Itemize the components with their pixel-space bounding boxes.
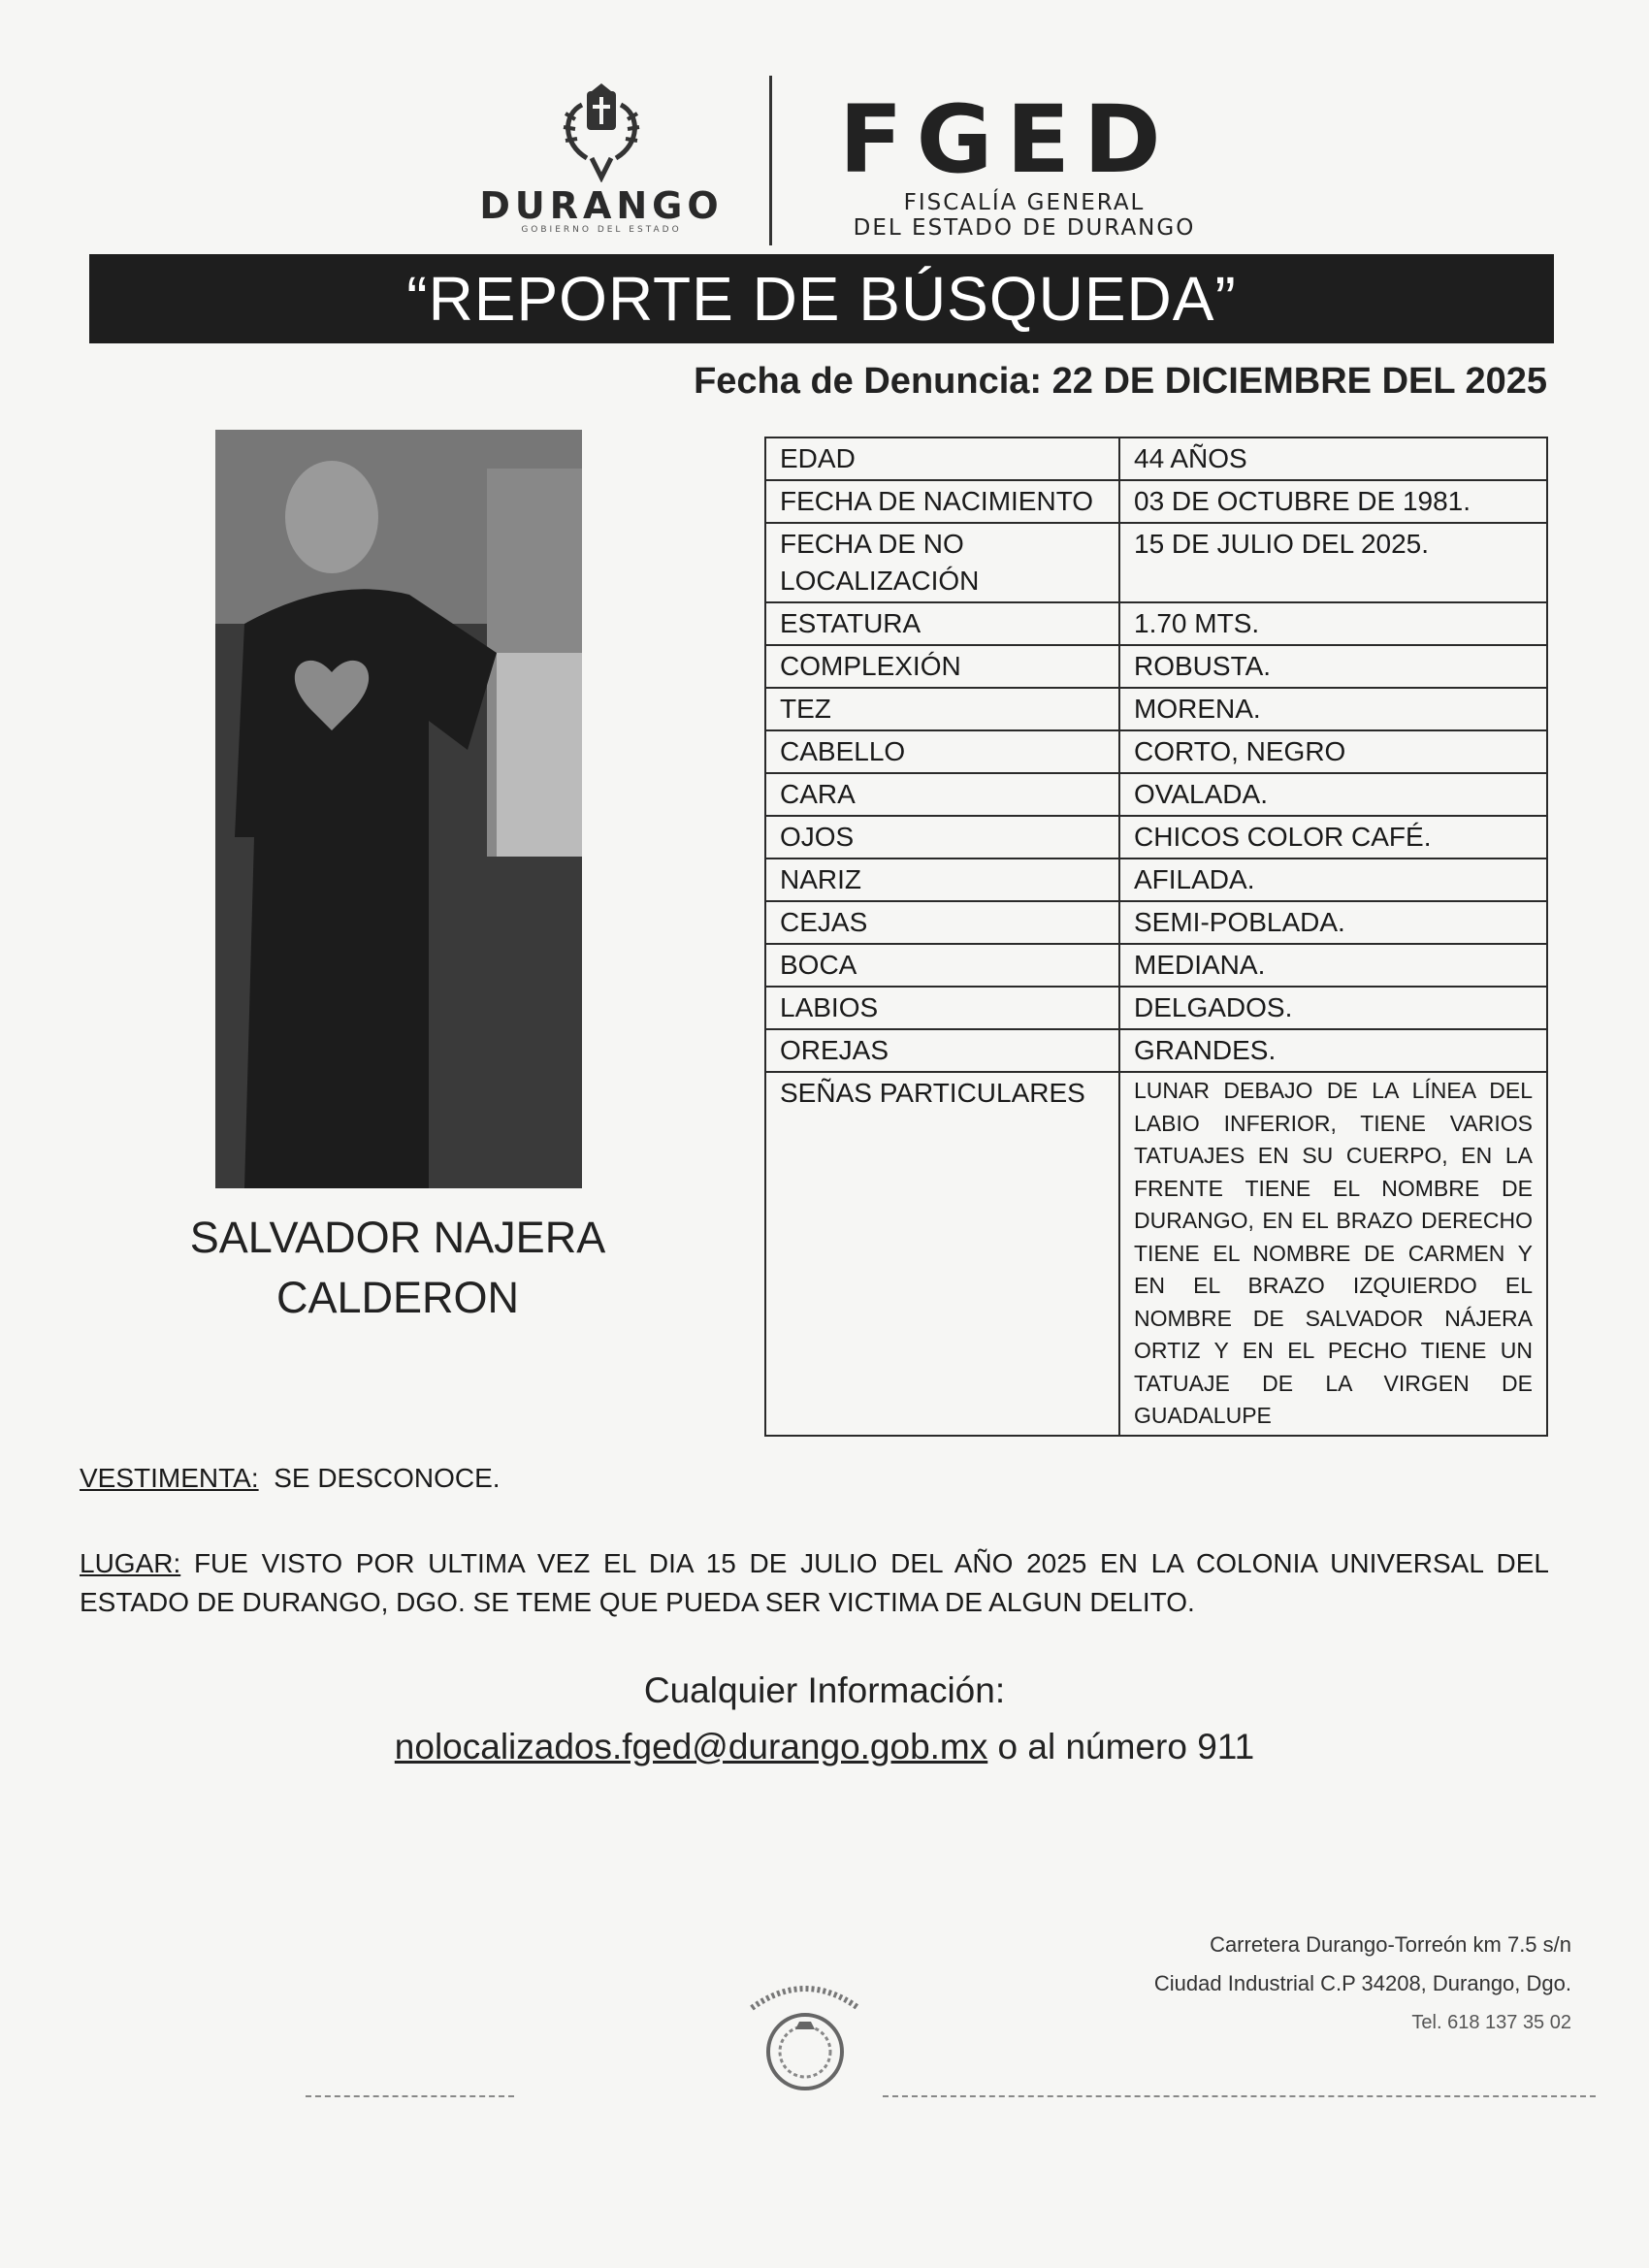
fged-logo-text: FGED xyxy=(839,85,1175,194)
attr-value: MEDIANA. xyxy=(1119,944,1547,987)
attr-label: OREJAS xyxy=(765,1029,1119,1072)
table-row xyxy=(765,901,1547,944)
place-label: LUGAR: xyxy=(80,1548,181,1578)
durango-wordmark: DURANGO xyxy=(479,184,724,227)
agency-name-line1: FISCALÍA GENERAL xyxy=(903,190,1146,215)
person-name-line1: SALVADOR NAJERA xyxy=(189,1213,606,1262)
attr-value: SEMI-POBLADA. xyxy=(1119,901,1547,944)
attr-label: FECHA DE NACIMIENTO xyxy=(765,480,1119,523)
attr-value: DELGADOS. xyxy=(1119,987,1547,1029)
report-title: “REPORTE DE BÚSQUEDA” xyxy=(89,254,1554,343)
table-row xyxy=(765,523,1547,602)
attr-value: CHICOS COLOR CAFÉ. xyxy=(1119,816,1547,859)
table-row xyxy=(765,480,1547,523)
attr-value: AFILADA. xyxy=(1119,859,1547,901)
person-name-line2: CALDERON xyxy=(275,1273,520,1322)
attr-label: BOCA xyxy=(765,944,1119,987)
footer-divider xyxy=(883,2095,1596,2097)
attr-label: LABIOS xyxy=(765,987,1119,1029)
attr-label: COMPLEXIÓN xyxy=(765,645,1119,688)
attr-value: 1.70 MTS. xyxy=(1119,602,1547,645)
table-row xyxy=(765,730,1547,773)
complaint-date xyxy=(601,361,1547,403)
complaint-date-value: 22 DE DICIEMBRE DEL 2025 xyxy=(1051,361,1547,402)
table-row xyxy=(765,602,1547,645)
address-line2: Ciudad Industrial C.P 34208, Durango, Dgo. xyxy=(1153,1971,1571,1995)
clothing-value: SE DESCONOCE. xyxy=(274,1463,501,1493)
header-divider xyxy=(769,76,772,245)
attr-label: EDAD xyxy=(765,437,1119,480)
footer-address xyxy=(1048,1926,1571,2042)
attr-value: ROBUSTA. xyxy=(1119,645,1547,688)
attr-label: ESTATURA xyxy=(765,602,1119,645)
attr-value: MORENA. xyxy=(1119,688,1547,730)
footer-divider xyxy=(306,2095,514,2097)
table-row xyxy=(765,987,1547,1029)
attr-label: CARA xyxy=(765,773,1119,816)
address-line1: Carretera Durango-Torreón km 7.5 s/n xyxy=(1210,1932,1571,1957)
table-row xyxy=(765,816,1547,859)
table-row xyxy=(765,859,1547,901)
table-row xyxy=(765,944,1547,987)
contact-line xyxy=(0,1727,1649,1767)
person-silhouette-icon xyxy=(215,430,582,1188)
table-row xyxy=(765,1072,1547,1436)
footer-seal-icon xyxy=(732,1969,878,2095)
agency-name-line2: DEL ESTADO DE DURANGO xyxy=(853,215,1196,241)
attr-label: CEJAS xyxy=(765,901,1119,944)
attr-value: 15 DE JULIO DEL 2025. xyxy=(1119,523,1547,602)
durango-state-logo xyxy=(456,76,747,241)
attr-label: TEZ xyxy=(765,688,1119,730)
attr-label: NARIZ xyxy=(765,859,1119,901)
attr-label: CABELLO xyxy=(765,730,1119,773)
attr-label: FECHA DE NO LOCALIZACIÓN xyxy=(765,523,1119,602)
attr-value: 03 DE OCTUBRE DE 1981. xyxy=(1119,480,1547,523)
table-row xyxy=(765,645,1547,688)
table-row xyxy=(765,437,1547,480)
contact-email-link[interactable]: nolocalizados.fged@durango.gob.mx xyxy=(394,1727,988,1766)
attr-label: OJOS xyxy=(765,816,1119,859)
table-row xyxy=(765,1029,1547,1072)
footer-phone: Tel. 618 137 35 02 xyxy=(1411,2012,1571,2033)
complaint-date-label: Fecha de Denuncia: xyxy=(694,361,1043,402)
durango-tagline: GOBIERNO DEL ESTADO xyxy=(521,225,682,235)
clothing-label: VESTIMENTA: xyxy=(80,1463,259,1493)
person-photo xyxy=(215,430,582,1188)
contact-phone-text: o al número 911 xyxy=(997,1727,1255,1766)
table-row xyxy=(765,773,1547,816)
attr-value: CORTO, NEGRO xyxy=(1119,730,1547,773)
agency-name xyxy=(840,190,1209,241)
place-value: FUE VISTO POR ULTIMA VEZ EL DIA 15 DE JULIO DEL AÑO 2025 EN LA COLONIA UNIVERSAL DEL ESTADO DE DURANGO, DGO. SE TEME QUE PUEDA SER VICTIMA DE ALGUN DELITO. xyxy=(80,1548,1550,1617)
clothing-line xyxy=(80,1463,501,1494)
attr-value: GRANDES. xyxy=(1119,1029,1547,1072)
attr-label: SEÑAS PARTICULARES xyxy=(765,1072,1119,1436)
place-paragraph xyxy=(80,1544,1549,1622)
attr-value: 44 AÑOS xyxy=(1119,437,1547,480)
contact-title: Cualquier Información: xyxy=(643,1670,1006,1710)
durango-crest-icon xyxy=(548,76,655,182)
missing-person-name xyxy=(146,1208,650,1328)
attr-value: OVALADA. xyxy=(1119,773,1547,816)
table-row xyxy=(765,688,1547,730)
attr-value: LUNAR DEBAJO DE LA LÍNEA DEL LABIO INFERIOR, TIENE VARIOS TATUAJES EN SU CUERPO, EN LA FRENTE TIENE EL NOMBRE DE DURANGO, EN EL BRAZO DERECHO TIENE EL NOMBRE DE CARMEN Y EN EL BRAZO IZQUIERDO EL NOMBRE DE SALVADOR NÁJERA ORTIZ Y EN EL PECHO TIENE UN TATUAJE DE LA VIRGEN DE GUADALUPE xyxy=(1119,1072,1547,1436)
physical-description-table xyxy=(764,437,1548,1437)
